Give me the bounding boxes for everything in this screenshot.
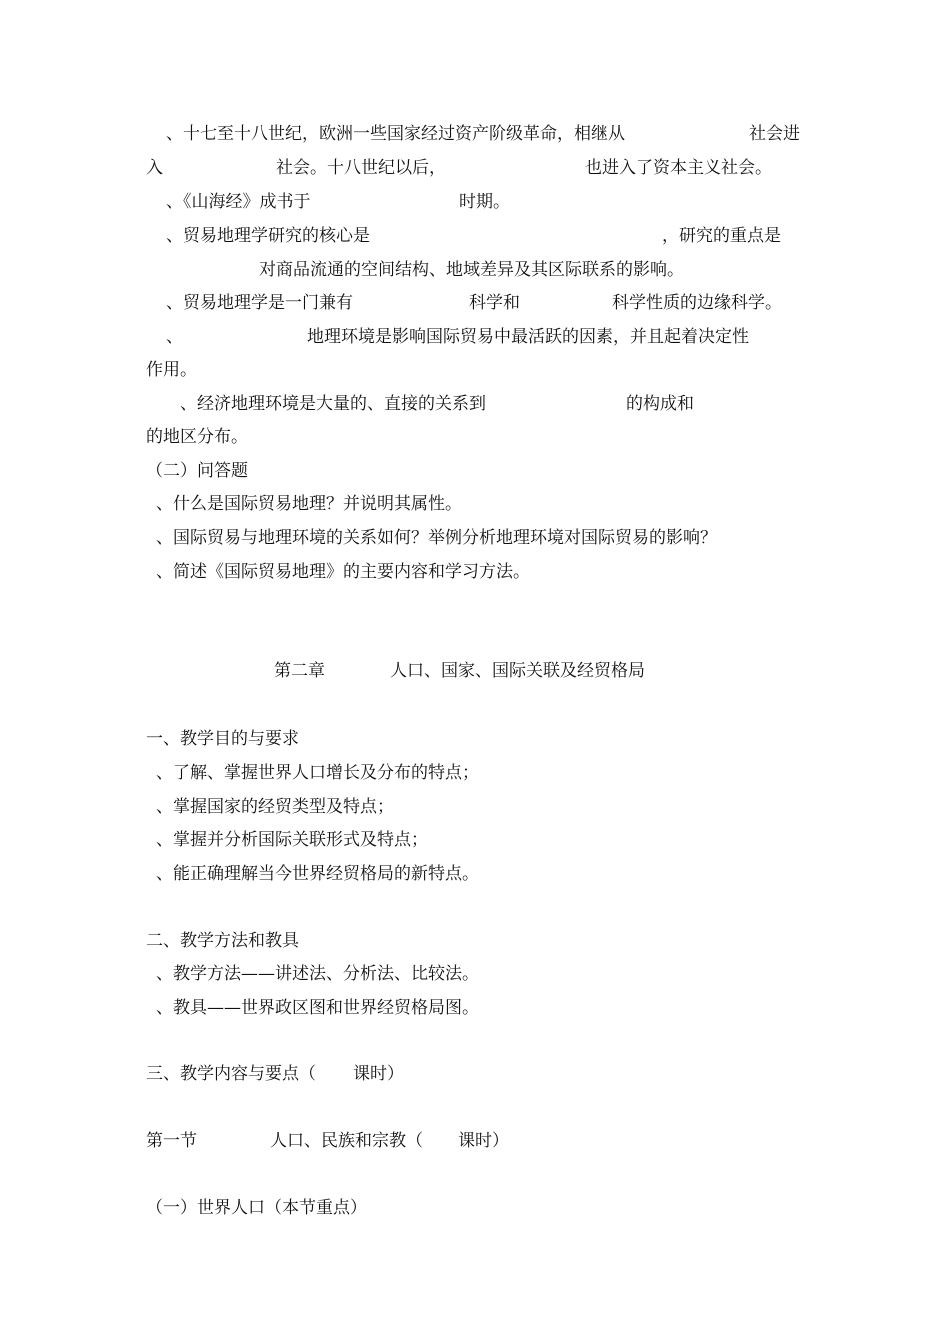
objective-item-4: 、能正确理解当今世界经贸格局的新特点。 bbox=[156, 864, 479, 884]
q7-line2: 作用。 bbox=[146, 360, 197, 380]
q4-end: 时期。 bbox=[459, 192, 510, 212]
section-title-hours: 课时） bbox=[458, 1131, 509, 1151]
q4-text: 、《山海经》成书于 bbox=[166, 192, 311, 212]
q8-line2: 的地区分布。 bbox=[146, 427, 248, 447]
section-title: 人口、民族和宗教（ bbox=[270, 1131, 423, 1151]
section-number: 第一节 bbox=[146, 1131, 197, 1151]
subsection-heading: （一）世界人口（本节重点） bbox=[146, 1198, 367, 1218]
q3-line2-start: 入 bbox=[146, 158, 163, 178]
q3-line1-end: 社会进 bbox=[749, 124, 800, 144]
q8-end: 的构成和 bbox=[626, 394, 694, 414]
objective-item-3: 、掌握并分析国际关联形式及特点； bbox=[156, 830, 428, 850]
objective-item-2: 、掌握国家的经贸类型及特点； bbox=[156, 797, 394, 817]
qa-item-2: 、国际贸易与地理环境的关系如何？举例分析地理环境对国际贸易的影响？ bbox=[156, 528, 717, 548]
q7-text: 地理环境是影响国际贸易中最活跃的因素，并且起着决定性 bbox=[307, 327, 749, 347]
q7-start: 、 bbox=[166, 327, 183, 347]
q5-line1-text: 、贸易地理学研究的核心是 bbox=[166, 226, 370, 246]
chapter-number: 第二章 bbox=[274, 661, 325, 681]
q3-line1-text: 、十七至十八世纪，欧洲一些国家经过资产阶级革命，相继从 bbox=[166, 124, 625, 144]
objective-item-1: 、了解、掌握世界人口增长及分布的特点； bbox=[156, 763, 479, 783]
q6-mid: 科学和 bbox=[469, 293, 520, 313]
chapter-title: 人口、国家、国际关联及经贸格局 bbox=[390, 661, 645, 681]
q6-text: 、贸易地理学是一门兼有 bbox=[166, 293, 353, 313]
qa-item-3: 、简述《国际贸易地理》的主要内容和学习方法。 bbox=[156, 562, 530, 582]
q6-end: 科学性质的边缘科学。 bbox=[612, 293, 782, 313]
content-heading-hours: 课时） bbox=[353, 1064, 404, 1084]
content-heading: 三、教学内容与要点（ bbox=[146, 1064, 316, 1084]
q8-text: 、经济地理环境是大量的、直接的关系到 bbox=[180, 394, 486, 414]
q3-line2-mid: 社会。十八世纪以后， bbox=[276, 158, 446, 178]
q5-line2: 对商品流通的空间结构、地域差异及其区际联系的影响。 bbox=[259, 260, 684, 280]
qa-heading: （二）问答题 bbox=[146, 461, 248, 481]
q5-line1-end: ，研究的重点是 bbox=[662, 226, 781, 246]
methods-heading: 二、教学方法和教具 bbox=[146, 931, 299, 951]
qa-item-1: 、什么是国际贸易地理？并说明其属性。 bbox=[156, 494, 462, 514]
method-item-1: 、教学方法——讲述法、分析法、比较法。 bbox=[156, 964, 479, 984]
method-item-2: 、教具——世界政区图和世界经贸格局图。 bbox=[156, 998, 479, 1018]
objectives-heading: 一、教学目的与要求 bbox=[146, 729, 299, 749]
q3-line2-end: 也进入了资本主义社会。 bbox=[585, 158, 772, 178]
